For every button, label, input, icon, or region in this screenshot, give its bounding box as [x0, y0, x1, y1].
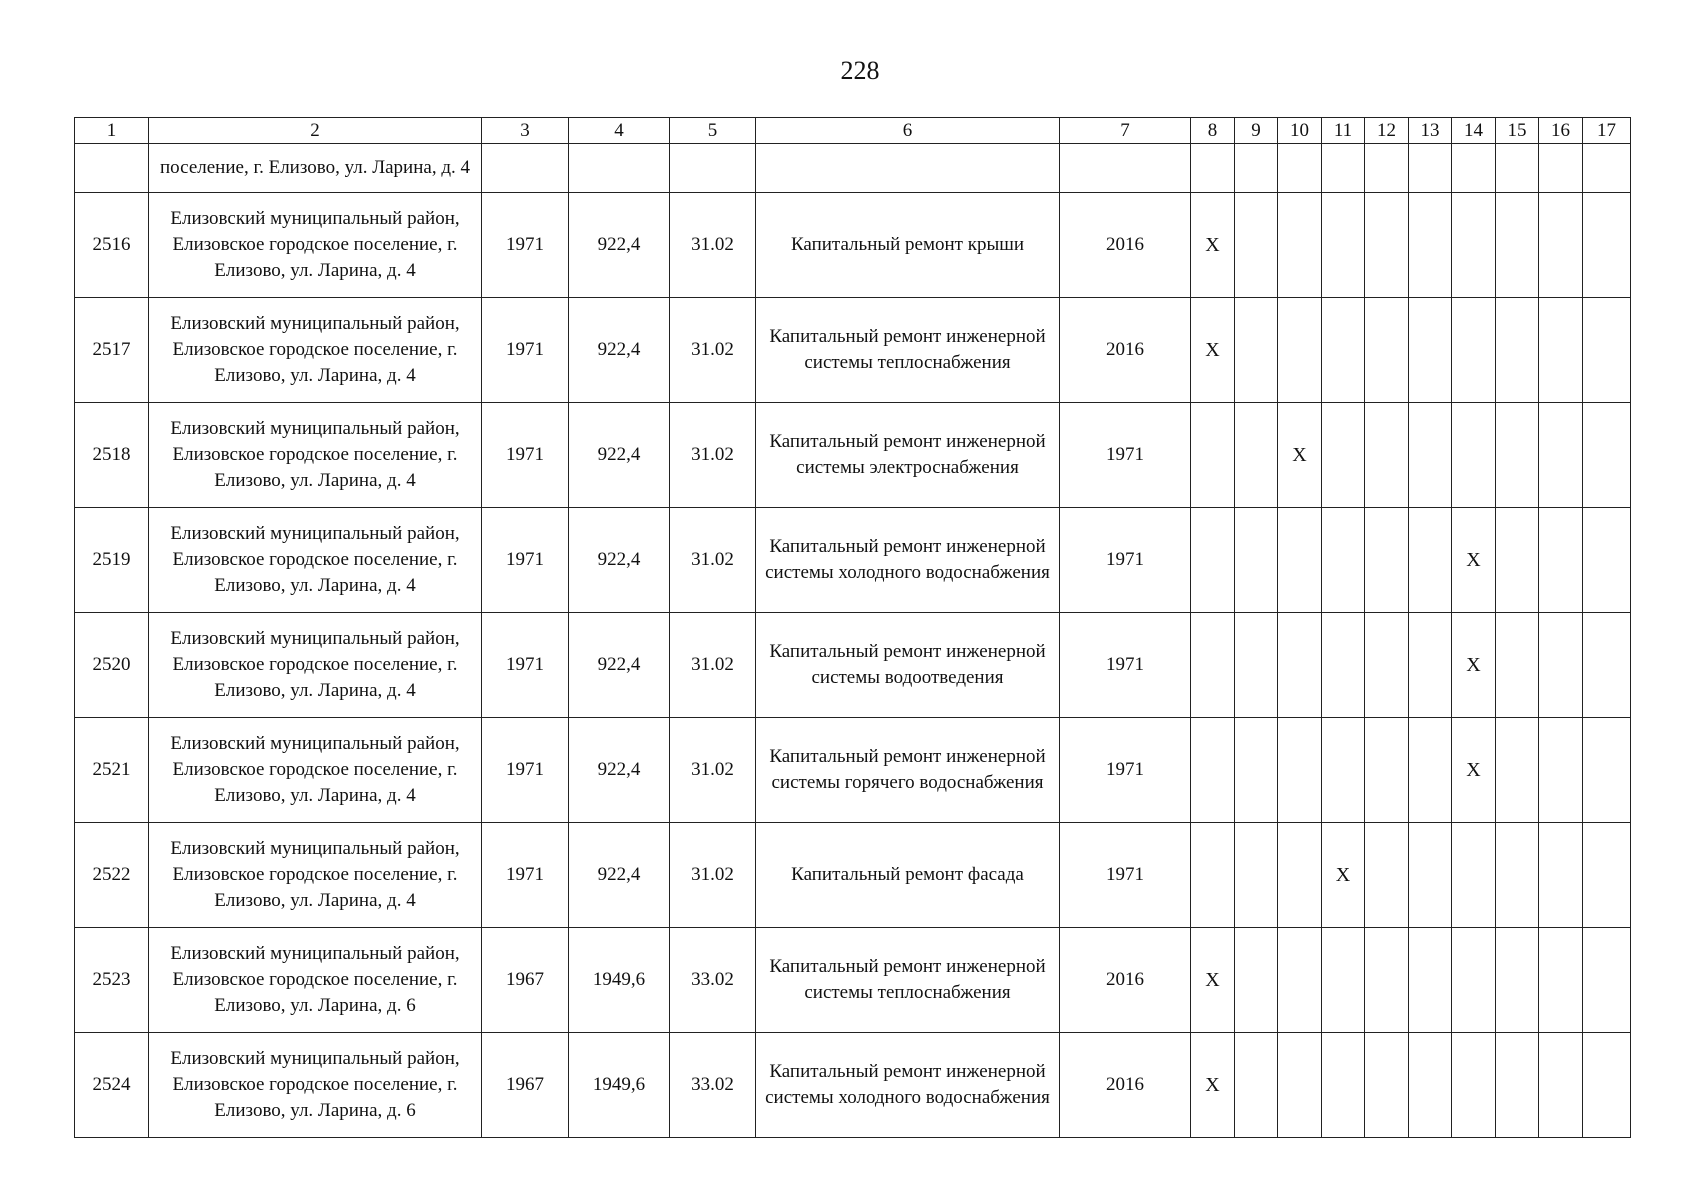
cell-mark-col-15 [1496, 298, 1539, 403]
continuation-row [75, 144, 1631, 193]
cell-mark-col-9 [1235, 1033, 1278, 1138]
cell-num: 2522 [75, 823, 149, 928]
cell-num: 2516 [75, 193, 149, 298]
cell-area [569, 144, 670, 193]
page-number: 228 [840, 56, 880, 85]
capital-repair-table [74, 117, 1631, 1138]
cell-mark-col-17 [1583, 298, 1631, 403]
cell-num: 2524 [75, 1033, 149, 1138]
cell-mark-col-9 [1235, 928, 1278, 1033]
cell-mark-col-10 [1278, 823, 1322, 928]
cell-mark-col-16 [1539, 823, 1583, 928]
cell-year [482, 144, 569, 193]
cell-num: 2521 [75, 718, 149, 823]
table-row [75, 613, 1631, 718]
cell-mark-col-10 [1278, 298, 1322, 403]
cell-mark-col-8: X [1191, 298, 1235, 403]
cell-code: 31.02 [670, 403, 756, 508]
cell-mark [1583, 144, 1631, 193]
cell-mark-col-14 [1452, 823, 1496, 928]
cell-mark-col-12 [1365, 1033, 1409, 1138]
cell-mark-col-9 [1235, 508, 1278, 613]
cell-work [756, 144, 1060, 193]
cell-work: Капитальный ремонт инженерной системы горячего водоснабжения [756, 718, 1060, 823]
cell-mark-col-17 [1583, 823, 1631, 928]
cell-year: 1971 [482, 403, 569, 508]
cell-mark-col-16 [1539, 508, 1583, 613]
cell-area: 1949,6 [569, 928, 670, 1033]
cell-plan-year: 2016 [1060, 1033, 1191, 1138]
cell-code: 31.02 [670, 508, 756, 613]
cell-year: 1967 [482, 1033, 569, 1138]
cell-work: Капитальный ремонт инженерной системы теплоснабжения [756, 928, 1060, 1033]
cell-mark-col-14: X [1452, 508, 1496, 613]
column-header: 8 [1191, 118, 1235, 144]
column-header: 13 [1409, 118, 1452, 144]
cell-code: 31.02 [670, 193, 756, 298]
cell-mark-col-13 [1409, 823, 1452, 928]
cell-mark-col-13 [1409, 1033, 1452, 1138]
cell-mark-col-10 [1278, 1033, 1322, 1138]
cell-mark-col-9 [1235, 823, 1278, 928]
cell-mark-col-16 [1539, 193, 1583, 298]
column-header: 9 [1235, 118, 1278, 144]
cell-year: 1967 [482, 928, 569, 1033]
cell-plan-year [1060, 144, 1191, 193]
cell-mark-col-15 [1496, 508, 1539, 613]
cell-address: Елизовский муниципальный район, Елизовское городское поселение, г. Елизово, ул. Ларина, д. 4 [149, 298, 482, 403]
cell-mark-col-17 [1583, 403, 1631, 508]
cell-mark-col-13 [1409, 613, 1452, 718]
cell-num: 2519 [75, 508, 149, 613]
cell-area: 922,4 [569, 823, 670, 928]
cell-mark-col-12 [1365, 403, 1409, 508]
cell-mark-col-9 [1235, 193, 1278, 298]
cell-mark-col-15 [1496, 823, 1539, 928]
cell-mark-col-16 [1539, 928, 1583, 1033]
cell-mark-col-10 [1278, 193, 1322, 298]
cell-code: 31.02 [670, 298, 756, 403]
cell-mark-col-11: X [1322, 823, 1365, 928]
column-header: 17 [1583, 118, 1631, 144]
column-header: 7 [1060, 118, 1191, 144]
column-header: 3 [482, 118, 569, 144]
cell-mark-col-8: X [1191, 928, 1235, 1033]
cell-mark-col-12 [1365, 613, 1409, 718]
cell-code: 33.02 [670, 928, 756, 1033]
table-row [75, 193, 1631, 298]
cell-mark-col-13 [1409, 193, 1452, 298]
cell-work: Капитальный ремонт фасада [756, 823, 1060, 928]
cell-work: Капитальный ремонт инженерной системы холодного водоснабжения [756, 1033, 1060, 1138]
cell-mark-col-13 [1409, 928, 1452, 1033]
cell-year: 1971 [482, 298, 569, 403]
cell-num: 2520 [75, 613, 149, 718]
cell-mark [1409, 144, 1452, 193]
cell-work: Капитальный ремонт крыши [756, 193, 1060, 298]
cell-address: Елизовский муниципальный район, Елизовское городское поселение, г. Елизово, ул. Ларина, д. 4 [149, 823, 482, 928]
cell-code: 33.02 [670, 1033, 756, 1138]
cell-mark-col-17 [1583, 508, 1631, 613]
cell-mark [1278, 144, 1322, 193]
cell-mark-col-10: X [1278, 403, 1322, 508]
cell-address: Елизовский муниципальный район, Елизовское городское поселение, г. Елизово, ул. Ларина, д. 4 [149, 718, 482, 823]
cell-mark-col-8 [1191, 718, 1235, 823]
cell-mark [1235, 144, 1278, 193]
cell-plan-year: 2016 [1060, 298, 1191, 403]
cell-mark-col-17 [1583, 928, 1631, 1033]
column-number-header-row [75, 118, 1631, 144]
table-row [75, 1033, 1631, 1138]
table-row [75, 823, 1631, 928]
column-header: 10 [1278, 118, 1322, 144]
cell-mark-col-11 [1322, 613, 1365, 718]
cell-mark-col-9 [1235, 613, 1278, 718]
cell-mark-col-11 [1322, 1033, 1365, 1138]
cell-mark-col-10 [1278, 613, 1322, 718]
cell-mark-col-12 [1365, 928, 1409, 1033]
cell-mark-col-13 [1409, 298, 1452, 403]
cell-year: 1971 [482, 193, 569, 298]
cell-plan-year: 1971 [1060, 508, 1191, 613]
cell-mark-col-14: X [1452, 718, 1496, 823]
cell-mark-col-14 [1452, 193, 1496, 298]
cell-work: Капитальный ремонт инженерной системы холодного водоснабжения [756, 508, 1060, 613]
table-row [75, 403, 1631, 508]
cell-code: 31.02 [670, 613, 756, 718]
cell-code: 31.02 [670, 823, 756, 928]
table-row [75, 298, 1631, 403]
cell-area: 922,4 [569, 298, 670, 403]
cell-mark-col-16 [1539, 403, 1583, 508]
cell-address: Елизовский муниципальный район, Елизовское городское поселение, г. Елизово, ул. Ларина, д. 6 [149, 928, 482, 1033]
cell-address: Елизовский муниципальный район, Елизовское городское поселение, г. Елизово, ул. Ларина, д. 4 [149, 508, 482, 613]
column-header: 15 [1496, 118, 1539, 144]
cell-address: Елизовский муниципальный район, Елизовское городское поселение, г. Елизово, ул. Ларина, д. 4 [149, 613, 482, 718]
cell-mark-col-11 [1322, 193, 1365, 298]
cell-mark-col-14: X [1452, 613, 1496, 718]
cell-mark-col-8 [1191, 613, 1235, 718]
cell-mark-col-8: X [1191, 1033, 1235, 1138]
cell-mark-col-16 [1539, 613, 1583, 718]
column-header: 14 [1452, 118, 1496, 144]
cell-work: Капитальный ремонт инженерной системы водоотведения [756, 613, 1060, 718]
cell-address: Елизовский муниципальный район, Елизовское городское поселение, г. Елизово, ул. Ларина, д. 6 [149, 1033, 482, 1138]
column-header: 12 [1365, 118, 1409, 144]
cell-mark-col-12 [1365, 823, 1409, 928]
cell-plan-year: 1971 [1060, 613, 1191, 718]
cell-mark-col-16 [1539, 718, 1583, 823]
cell-mark-col-17 [1583, 1033, 1631, 1138]
cell-area: 922,4 [569, 193, 670, 298]
column-header: 4 [569, 118, 670, 144]
column-header: 16 [1539, 118, 1583, 144]
cell-work: Капитальный ремонт инженерной системы теплоснабжения [756, 298, 1060, 403]
cell-mark-col-8 [1191, 823, 1235, 928]
cell-plan-year: 1971 [1060, 403, 1191, 508]
cell-mark-col-12 [1365, 193, 1409, 298]
cell-mark-col-13 [1409, 403, 1452, 508]
cell-mark-col-15 [1496, 718, 1539, 823]
cell-mark-col-14 [1452, 298, 1496, 403]
column-header: 5 [670, 118, 756, 144]
cell-work: Капитальный ремонт инженерной системы электроснабжения [756, 403, 1060, 508]
cell-mark [1452, 144, 1496, 193]
cell-plan-year: 1971 [1060, 718, 1191, 823]
cell-mark-col-10 [1278, 508, 1322, 613]
cell-mark [1539, 144, 1583, 193]
cell-year: 1971 [482, 613, 569, 718]
cell-mark-col-8 [1191, 508, 1235, 613]
cell-year: 1971 [482, 823, 569, 928]
cell-mark-col-9 [1235, 298, 1278, 403]
cell-mark [1496, 144, 1539, 193]
cell-area: 922,4 [569, 613, 670, 718]
cell-mark-col-17 [1583, 613, 1631, 718]
cell-mark-col-11 [1322, 298, 1365, 403]
cell-mark-col-14 [1452, 1033, 1496, 1138]
cell-num: 2523 [75, 928, 149, 1033]
cell-mark-col-15 [1496, 1033, 1539, 1138]
cell-mark-col-14 [1452, 928, 1496, 1033]
cell-mark-col-15 [1496, 613, 1539, 718]
cell-mark-col-9 [1235, 403, 1278, 508]
cell-mark [1191, 144, 1235, 193]
cell-code [670, 144, 756, 193]
cell-mark-col-13 [1409, 508, 1452, 613]
column-header: 6 [756, 118, 1060, 144]
cell-num: 2517 [75, 298, 149, 403]
cell-plan-year: 2016 [1060, 193, 1191, 298]
cell-mark-col-12 [1365, 508, 1409, 613]
cell-mark-col-11 [1322, 928, 1365, 1033]
cell-mark-col-10 [1278, 718, 1322, 823]
column-header: 2 [149, 118, 482, 144]
cell-code: 31.02 [670, 718, 756, 823]
cell-plan-year: 1971 [1060, 823, 1191, 928]
cell-mark-col-12 [1365, 298, 1409, 403]
cell-year: 1971 [482, 718, 569, 823]
cell-mark-col-12 [1365, 718, 1409, 823]
cell-mark-col-17 [1583, 718, 1631, 823]
cell-area: 922,4 [569, 403, 670, 508]
cell-mark-col-16 [1539, 298, 1583, 403]
cell-mark-col-14 [1452, 403, 1496, 508]
cell-mark [1322, 144, 1365, 193]
cell-mark-col-17 [1583, 193, 1631, 298]
cell-mark-col-16 [1539, 1033, 1583, 1138]
table-row [75, 508, 1631, 613]
cell-num: 2518 [75, 403, 149, 508]
cell-mark-col-8: X [1191, 193, 1235, 298]
cell-address: поселение, г. Елизово, ул. Ларина, д. 4 [149, 144, 482, 193]
table-row [75, 928, 1631, 1033]
cell-mark-col-8 [1191, 403, 1235, 508]
cell-area: 1949,6 [569, 1033, 670, 1138]
cell-year: 1971 [482, 508, 569, 613]
cell-mark-col-15 [1496, 403, 1539, 508]
column-header: 11 [1322, 118, 1365, 144]
column-header: 1 [75, 118, 149, 144]
cell-num [75, 144, 149, 193]
cell-mark-col-13 [1409, 718, 1452, 823]
cell-address: Елизовский муниципальный район, Елизовское городское поселение, г. Елизово, ул. Ларина, д. 4 [149, 403, 482, 508]
cell-plan-year: 2016 [1060, 928, 1191, 1033]
cell-mark-col-11 [1322, 718, 1365, 823]
cell-mark-col-15 [1496, 193, 1539, 298]
table-row [75, 718, 1631, 823]
cell-mark-col-9 [1235, 718, 1278, 823]
cell-area: 922,4 [569, 508, 670, 613]
cell-area: 922,4 [569, 718, 670, 823]
table-body [75, 118, 1631, 1138]
cell-mark [1365, 144, 1409, 193]
cell-mark-col-11 [1322, 403, 1365, 508]
cell-address: Елизовский муниципальный район, Елизовское городское поселение, г. Елизово, ул. Ларина, д. 4 [149, 193, 482, 298]
cell-mark-col-11 [1322, 508, 1365, 613]
cell-mark-col-10 [1278, 928, 1322, 1033]
cell-mark-col-15 [1496, 928, 1539, 1033]
